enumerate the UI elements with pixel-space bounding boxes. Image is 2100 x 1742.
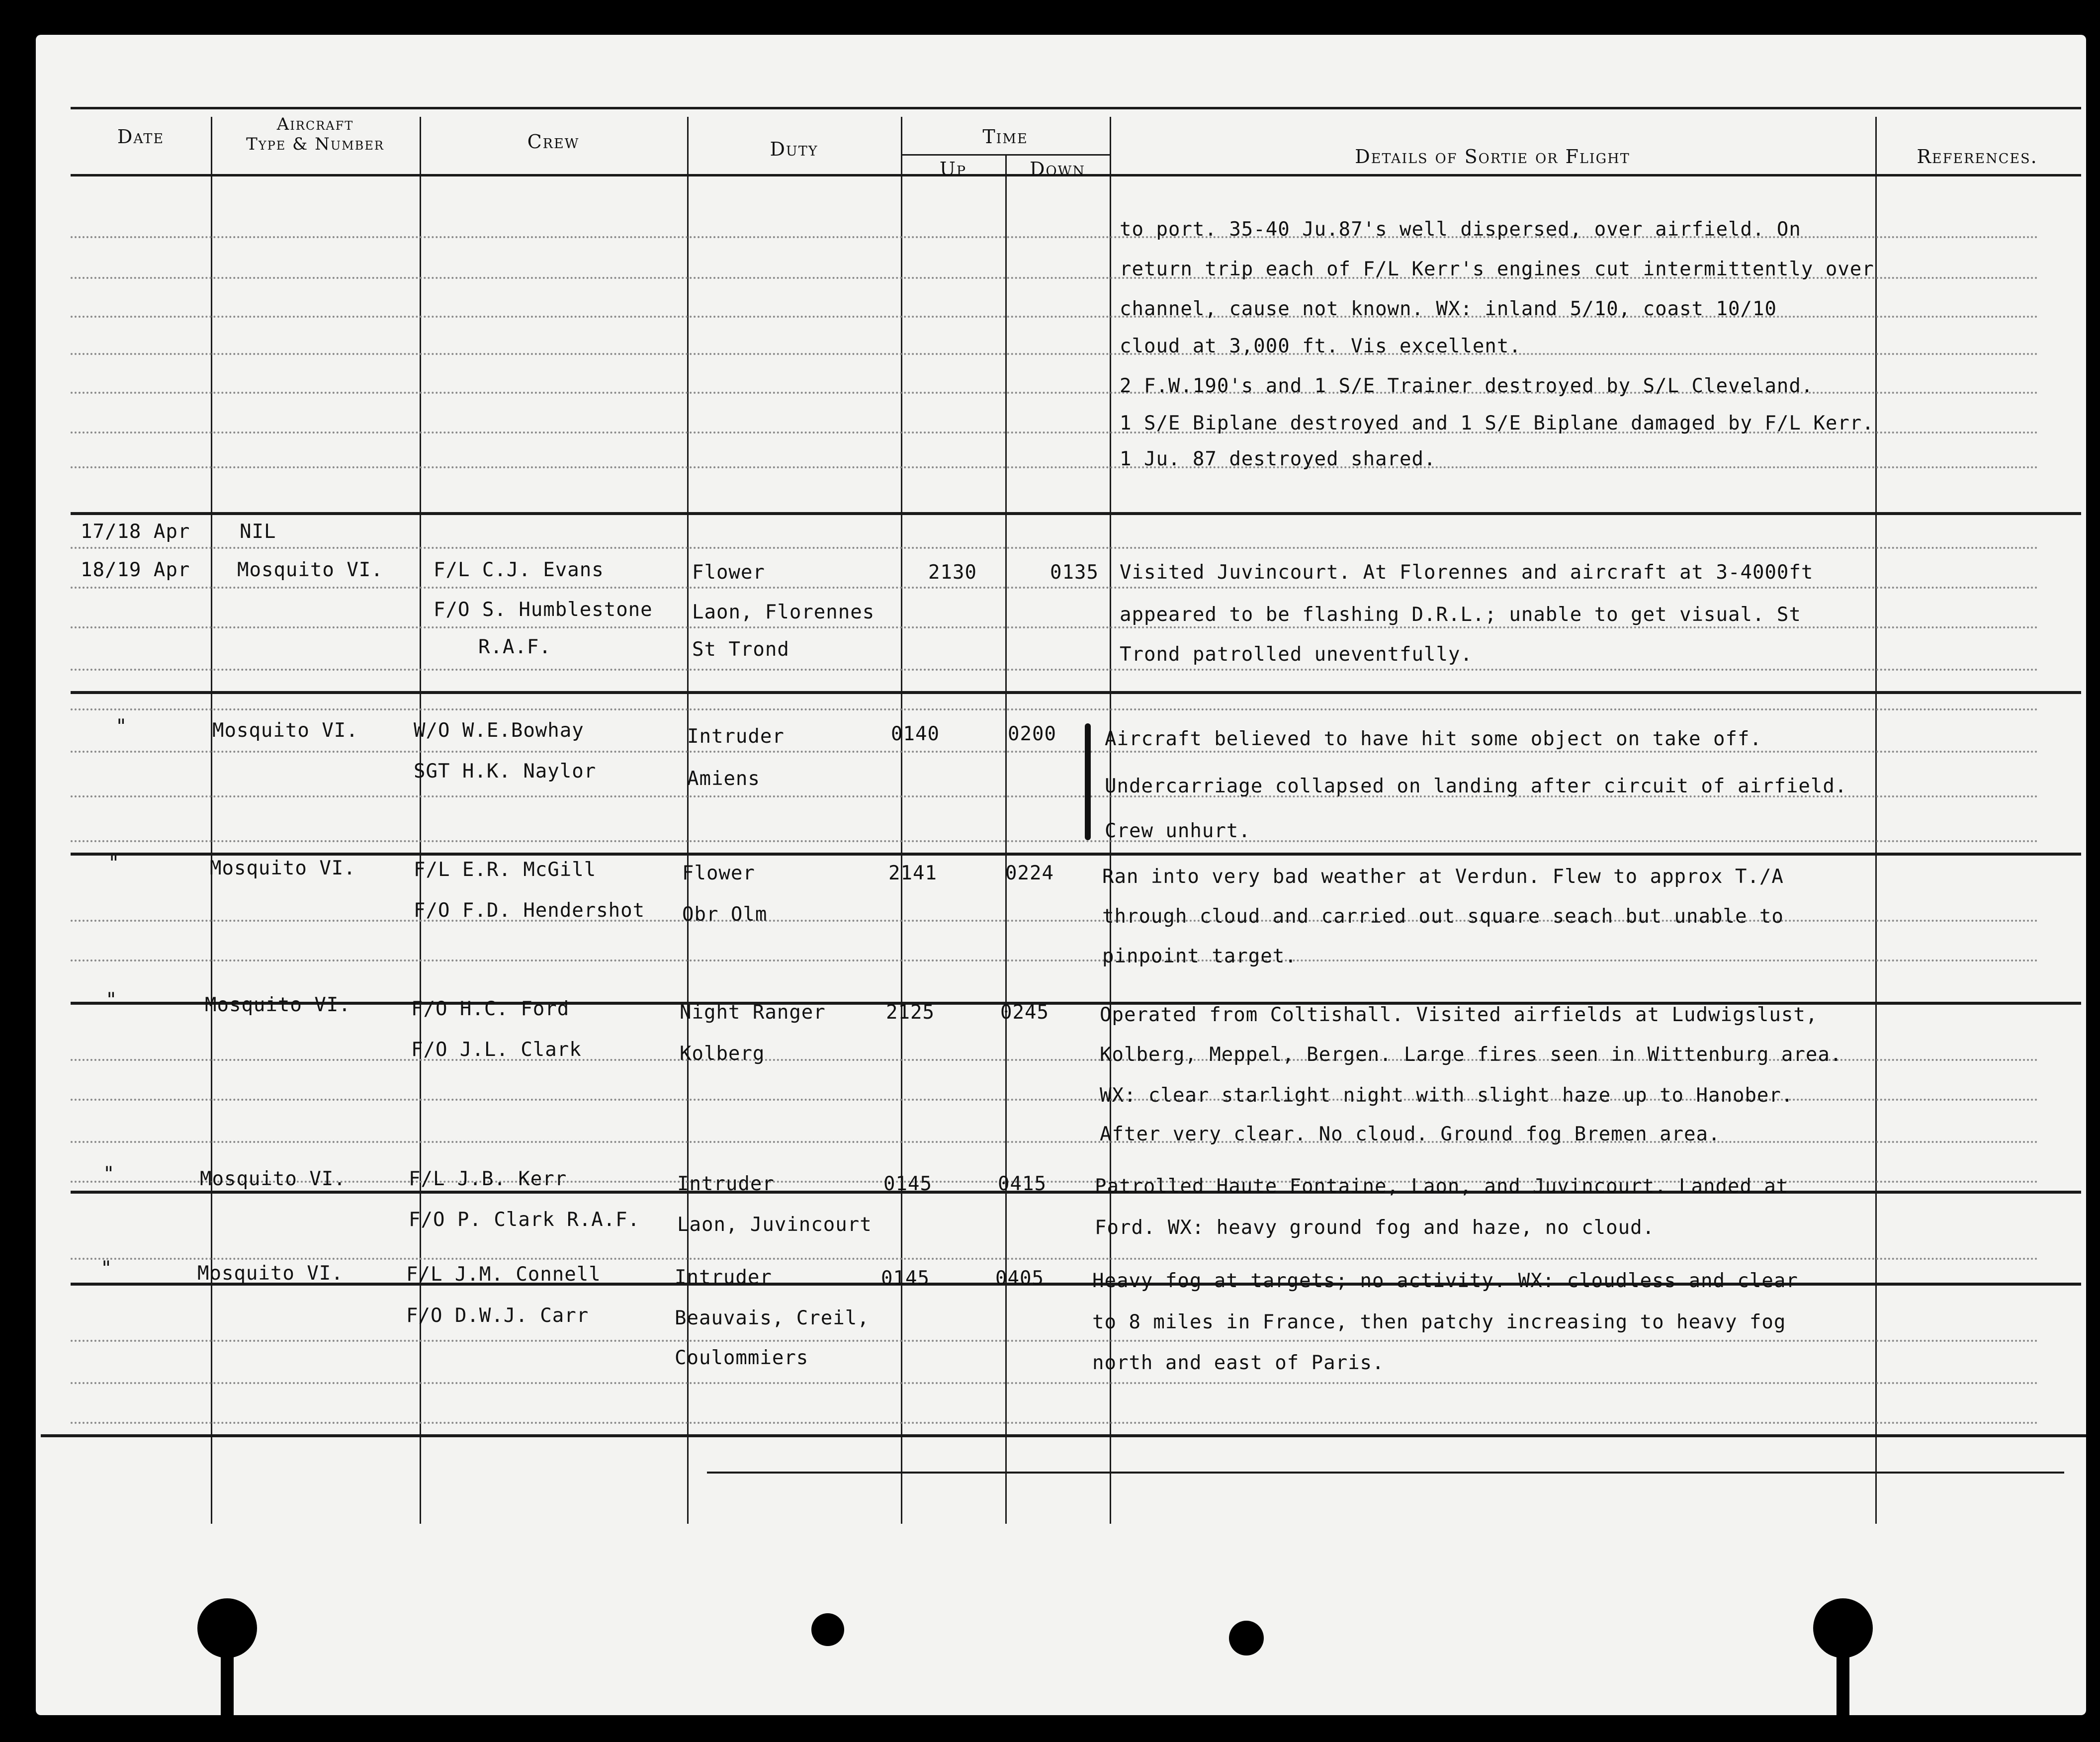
continuation-line: 2 F.W.190's and 1 S/E Trainer destroyed by S/L Cleveland. bbox=[1120, 375, 1814, 397]
entry-details: Undercarriage collapsed on landing after circuit of airfield. bbox=[1105, 775, 1847, 797]
entry-details: WX: clear starlight night with slight haze up to Hanober. bbox=[1100, 1084, 1794, 1107]
entry-crew: F/O H.C. Ford bbox=[411, 998, 570, 1020]
entry-details: Ford. WX: heavy ground fog and haze, no cloud. bbox=[1095, 1217, 1655, 1239]
entry-separator bbox=[71, 853, 2081, 856]
entry-details: Patrolled Haute Fontaine, Laon, and Juvincourt. Landed at bbox=[1095, 1175, 1789, 1198]
entry-crew: F/O J.L. Clark bbox=[411, 1039, 582, 1061]
entry-crew: F/O P. Clark R.A.F. bbox=[409, 1209, 640, 1231]
entry-date: 17/18 Apr bbox=[81, 521, 190, 543]
margin-mark bbox=[1085, 723, 1091, 840]
header-down: Down bbox=[1030, 158, 1085, 180]
entry-time-down: 0245 bbox=[1000, 1001, 1049, 1024]
entry-crew: F/L C.J. Evans bbox=[434, 559, 604, 581]
entry-date: " bbox=[115, 715, 128, 738]
entry-separator bbox=[71, 512, 2081, 515]
continuation-line: cloud at 3,000 ft. Vis excellent. bbox=[1120, 335, 1521, 357]
writing-line bbox=[71, 959, 2039, 961]
entry-duty: Amiens bbox=[687, 768, 760, 790]
entry-date: " bbox=[105, 989, 118, 1011]
entry-duty: Flower bbox=[682, 862, 755, 884]
continuation-line: 1 S/E Biplane destroyed and 1 S/E Biplane damaged by F/L Kerr. bbox=[1120, 412, 1874, 435]
writing-line bbox=[71, 587, 2039, 589]
entry-aircraft: Mosquito VI. bbox=[212, 719, 358, 742]
entry-crew: W/O W.E.Bowhay bbox=[414, 719, 584, 742]
entry-duty: Flower bbox=[692, 561, 765, 584]
entry-details: through cloud and carried out square seach but unable to bbox=[1102, 905, 1784, 928]
entry-duty: Coulommiers bbox=[675, 1347, 809, 1369]
entry-details: Kolberg, Meppel, Bergen. Large fires seen in Wittenburg area. bbox=[1100, 1044, 1842, 1066]
entry-duty: Intruder bbox=[687, 725, 785, 748]
writing-line bbox=[71, 547, 2039, 549]
entry-crew: F/L J.B. Kerr bbox=[409, 1168, 567, 1190]
entry-crew: F/L E.R. McGill bbox=[414, 859, 597, 881]
writing-line bbox=[71, 626, 2039, 628]
header-references: References. bbox=[1917, 146, 2038, 168]
entry-aircraft: Mosquito VI. bbox=[210, 857, 356, 879]
entry-time-up: 0140 bbox=[891, 723, 940, 745]
entry-date: 18/19 Apr bbox=[81, 559, 190, 581]
entry-crew: F/O D.W.J. Carr bbox=[406, 1305, 589, 1327]
entry-details: Ran into very bad weather at Verdun. Flew to approx T./A bbox=[1102, 866, 1784, 888]
entry-time-up: 2130 bbox=[928, 561, 977, 584]
entry-crew: SGT H.K. Naylor bbox=[414, 760, 597, 783]
entry-details: appeared to be flashing D.R.L.; unable to get visual. St bbox=[1120, 604, 1801, 626]
divider-duty bbox=[901, 117, 902, 1524]
entry-time-up: 2141 bbox=[888, 862, 937, 884]
header-aircraft: Aircraft Type & Number bbox=[246, 114, 384, 154]
entry-duty: Obr Olm bbox=[682, 903, 768, 926]
record-sheet bbox=[36, 35, 2086, 1715]
entry-date: " bbox=[103, 1163, 115, 1185]
entry-details: Trond patrolled uneventfully. bbox=[1120, 643, 1473, 666]
entry-aircraft: Mosquito VI. bbox=[197, 1262, 344, 1285]
writing-line bbox=[71, 1382, 2039, 1384]
entry-duty: Beauvais, Creil, bbox=[675, 1307, 870, 1329]
header-details: Details of Sortie or Flight bbox=[1355, 146, 1630, 168]
writing-line bbox=[71, 466, 2039, 468]
entry-time-down: 0415 bbox=[998, 1173, 1047, 1195]
entry-details: Visited Juvincourt. At Florennes and aircraft at 3-4000ft bbox=[1120, 561, 1814, 584]
entry-aircraft: Mosquito VI. bbox=[205, 994, 351, 1016]
entry-time-down: 0405 bbox=[995, 1267, 1044, 1290]
entry-time-down: 0135 bbox=[1050, 561, 1099, 584]
entry-crew: F/L J.M. Connell bbox=[406, 1263, 601, 1286]
writing-line bbox=[71, 1340, 2039, 1342]
entry-duty: Kolberg bbox=[680, 1043, 765, 1065]
entry-separator bbox=[71, 691, 2081, 694]
entry-duty: Laon, Juvincourt bbox=[677, 1214, 872, 1236]
writing-line bbox=[71, 708, 2039, 710]
continuation-line: return trip each of F/L Kerr's engines cut intermittently over bbox=[1120, 258, 1874, 280]
entry-details: Aircraft believed to have hit some object on take off. bbox=[1105, 728, 1762, 750]
continuation-line: to port. 35-40 Ju.87's well dispersed, over airfield. On bbox=[1120, 218, 1801, 241]
entry-crew: R.A.F. bbox=[478, 636, 551, 658]
top-rule bbox=[71, 107, 2081, 109]
entry-aircraft: NIL bbox=[240, 521, 276, 543]
writing-line bbox=[71, 751, 2039, 753]
header-up: Up bbox=[939, 158, 967, 180]
entry-time-up: 2125 bbox=[886, 1001, 935, 1024]
sheet-lower-rule bbox=[707, 1472, 2064, 1474]
entry-aircraft: Mosquito VI. bbox=[237, 559, 383, 581]
continuation-line: 1 Ju. 87 destroyed shared. bbox=[1120, 448, 1436, 470]
divider-details bbox=[1875, 117, 1877, 1524]
header-duty: Duty bbox=[770, 138, 818, 160]
entry-aircraft: Mosquito VI. bbox=[200, 1168, 346, 1190]
entry-time-up: 0145 bbox=[881, 1267, 930, 1290]
sheet-bottom-rule bbox=[41, 1434, 2086, 1437]
writing-line bbox=[71, 669, 2039, 671]
punch-hole bbox=[811, 1613, 844, 1646]
writing-line bbox=[71, 353, 2039, 355]
writing-line bbox=[71, 1422, 2039, 1424]
writing-line bbox=[71, 1141, 2039, 1143]
entry-time-up: 0145 bbox=[883, 1173, 932, 1195]
entry-details: Operated from Coltishall. Visited airfields at Ludwigslust, bbox=[1100, 1004, 1818, 1026]
entry-details: After very clear. No cloud. Ground fog Bremen area. bbox=[1100, 1123, 1721, 1145]
writing-line bbox=[71, 1258, 2039, 1260]
entry-date: " bbox=[108, 852, 120, 874]
entry-details: Heavy fog at targets; no activity. WX: cloudless and clear bbox=[1092, 1270, 1798, 1292]
punch-slot bbox=[1837, 1641, 1849, 1715]
entry-crew: F/O S. Humblestone bbox=[434, 599, 653, 621]
entry-time-down: 0224 bbox=[1005, 862, 1054, 884]
entry-date: " bbox=[100, 1257, 113, 1280]
entry-duty: Night Ranger bbox=[680, 1001, 826, 1024]
entry-details: Crew unhurt. bbox=[1105, 820, 1251, 842]
punch-hole bbox=[1229, 1621, 1264, 1655]
entry-details: pinpoint target. bbox=[1102, 945, 1297, 967]
divider-up-down bbox=[1005, 154, 1007, 1524]
entry-details: to 8 miles in France, then patchy increasing to heavy fog bbox=[1092, 1311, 1786, 1333]
writing-line bbox=[71, 840, 2039, 842]
entry-duty: Laon, Florennes bbox=[692, 601, 875, 623]
entry-crew: F/O F.D. Hendershot bbox=[414, 899, 645, 922]
entry-duty: Intruder bbox=[677, 1173, 775, 1195]
entry-time-down: 0200 bbox=[1008, 723, 1056, 745]
continuation-line: channel, cause not known. WX: inland 5/10, coast 10/10 bbox=[1120, 298, 1777, 320]
header-time: Time bbox=[982, 126, 1028, 148]
header-crew: Crew bbox=[527, 131, 580, 153]
header-date: Date bbox=[117, 126, 165, 148]
punch-slot bbox=[221, 1641, 234, 1715]
entry-duty: Intruder bbox=[675, 1266, 772, 1289]
entry-duty: St Trond bbox=[692, 638, 789, 661]
entry-details: north and east of Paris. bbox=[1092, 1352, 1385, 1374]
divider-date bbox=[211, 117, 212, 1524]
